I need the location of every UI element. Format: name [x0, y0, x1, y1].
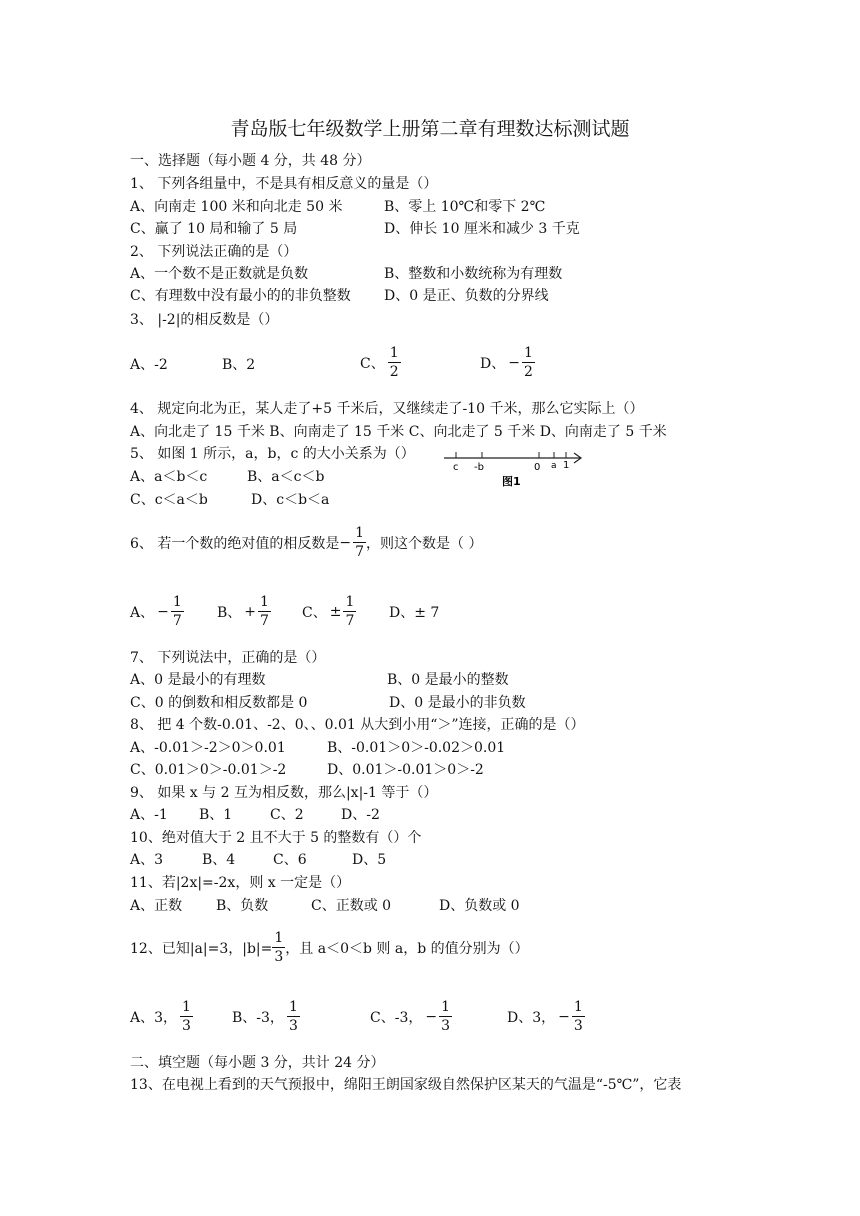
question-11-option-d: D、负数或 0 — [439, 898, 520, 914]
question-12-stem — [130, 929, 529, 966]
question-8-stem: 8、 把 4 个数-0.01、-2、0、、0.01 从大到小用“＞”连接，正确的是（） — [130, 717, 585, 733]
option-label: B、-3， — [232, 1009, 284, 1026]
fraction-numerator: 1 — [441, 999, 451, 1015]
fraction — [343, 593, 356, 630]
question-6-stem — [130, 524, 482, 561]
question-4-stem: 4、 规定向北为正，某人走了+5 千米后，又继续走了-10 千米，那么它实际上（） — [130, 401, 644, 417]
label-1: 1 — [563, 460, 570, 471]
question-9-option-b: B、1 — [199, 807, 233, 823]
stem-text: ，且 a＜0＜b 则 a，b 的值分别为（） — [285, 940, 529, 957]
question-6-option-a — [130, 593, 184, 630]
question-11-stem: 11、若|2x|=-2x，则 x 一定是（） — [130, 875, 351, 891]
minus-sign: − — [339, 534, 352, 551]
question-10-option-a: A、3 — [130, 852, 164, 868]
question-11-option-b: B、负数 — [216, 898, 269, 914]
question-9-option-c: C、2 — [270, 807, 304, 823]
option-label: C、 — [302, 604, 327, 621]
fraction-denominator: 3 — [182, 1018, 191, 1034]
fraction-denominator: 7 — [345, 613, 355, 629]
question-6-option-b — [217, 593, 271, 630]
fraction-numerator: 1 — [274, 930, 284, 946]
question-3-option-c — [360, 344, 401, 381]
fraction — [287, 998, 300, 1035]
fraction-numerator: 1 — [355, 525, 365, 541]
question-8-option-a: A、-0.01＞-2＞0＞0.01 — [130, 740, 286, 756]
plus-sign: + — [244, 603, 257, 620]
question-2-option-d: D、0 是正、负数的分界线 — [384, 288, 549, 304]
label-b: -b — [474, 462, 484, 473]
fraction-numerator: 1 — [260, 594, 269, 610]
question-8-option-d: D、0.01＞-0.01＞0＞-2 — [327, 762, 484, 778]
fraction-numerator: 1 — [172, 594, 182, 610]
page-title: 青岛版七年级数学上册第二章有理数达标测试题 — [230, 118, 630, 140]
fraction-numerator: 1 — [288, 999, 298, 1015]
question-7-stem: 7、 下列说法中，正确的是（） — [130, 650, 326, 666]
question-10-option-c: C、6 — [273, 852, 307, 868]
fraction — [388, 344, 401, 381]
question-4-options: A、向北走了 15 千米 B、向南走了 15 千米 C、向北走了 5 千米 D、向南走了 5 千米 — [130, 424, 667, 440]
fraction-denominator: 3 — [288, 1018, 298, 1034]
question-1-stem: 1、 下列各组量中，不是具有相反意义的量是（） — [130, 176, 438, 192]
fraction-numerator: 1 — [523, 345, 533, 361]
question-8-option-c: C、0.01＞0＞-0.01＞-2 — [130, 762, 287, 778]
minus-sign: − — [558, 1008, 570, 1025]
fraction — [272, 929, 285, 966]
question-7-option-d: D、0 是最小的非负数 — [389, 695, 526, 711]
question-7-option-c: C、0 的倒数和相反数都是 0 — [130, 695, 308, 711]
option-label: B、 — [217, 604, 242, 621]
number-line-figure — [440, 444, 590, 488]
fraction — [180, 998, 193, 1035]
fraction-denominator: 3 — [573, 1018, 583, 1034]
minus-sign: − — [425, 1008, 438, 1025]
question-5-option-d: D、c＜b＜a — [251, 492, 330, 508]
stem-text: 6、 若一个数的绝对值的相反数是 — [130, 535, 340, 552]
question-5-option-a: A、a＜b＜c — [130, 469, 208, 485]
question-6-option-d: D、± 7 — [389, 605, 440, 621]
question-12-option-c — [370, 998, 452, 1035]
fraction-denominator: 7 — [172, 613, 182, 629]
question-2-option-b: B、整数和小数统称为有理数 — [384, 266, 563, 282]
question-11-option-c: C、正数或 0 — [311, 898, 392, 914]
question-6-option-c — [302, 593, 356, 630]
fraction-numerator: 1 — [389, 345, 399, 361]
question-5-stem: 5、 如图 1 所示，a，b，c 的大小关系为（） — [130, 446, 415, 462]
fraction-denominator: 7 — [260, 613, 269, 629]
fraction — [258, 593, 271, 630]
question-3-option-d — [480, 344, 535, 381]
fraction — [522, 344, 535, 381]
fraction-denominator: 2 — [389, 364, 399, 380]
option-label: C、 — [360, 355, 385, 372]
stem-text: ，则这个数是（ ） — [366, 535, 483, 552]
question-3-option-b: B、2 — [222, 357, 256, 373]
question-12-option-a — [130, 998, 193, 1035]
section-heading-fill-blank: 二、填空题（每小题 3 分，共计 24 分） — [130, 1055, 385, 1071]
question-2-option-c: C、有理数中没有最小的的非负整数 — [130, 288, 351, 304]
question-1-option-a: A、向南走 100 米和向北走 50 米 — [130, 199, 343, 215]
question-7-option-b: B、0 是最小的整数 — [387, 672, 509, 688]
question-9-option-a: A、-1 — [130, 807, 168, 823]
option-label: A、3， — [130, 1009, 178, 1026]
question-7-option-a: A、0 是最小的有理数 — [130, 672, 266, 688]
minus-sign: − — [508, 354, 520, 371]
question-1-option-c: C、赢了 10 局和输了 5 局 — [130, 221, 298, 237]
question-5-option-c: C、c＜a＜b — [130, 492, 208, 508]
question-3-option-a: A、-2 — [130, 357, 168, 373]
question-12-option-d — [507, 998, 585, 1035]
question-11-option-a: A、正数 — [130, 898, 183, 914]
question-1-option-b: B、零上 10℃和零下 2℃ — [384, 199, 546, 215]
figure-caption: 图1 — [502, 475, 521, 488]
fraction-denominator: 2 — [523, 364, 533, 380]
fraction — [439, 998, 452, 1035]
option-label: D、 — [480, 355, 506, 372]
question-10-stem: 10、绝对值大于 2 且不大于 5 的整数有（）个 — [130, 830, 422, 846]
fraction-denominator: 3 — [441, 1018, 451, 1034]
question-10-option-d: D、5 — [352, 852, 387, 868]
option-label: D、3， — [507, 1009, 556, 1026]
fraction-numerator: 1 — [182, 999, 191, 1015]
fraction — [171, 593, 184, 630]
question-8-option-b: B、-0.01＞0＞-0.02＞0.01 — [327, 740, 506, 756]
section-heading-choice: 一、选择题（每小题 4 分，共 48 分） — [130, 153, 371, 169]
fraction-numerator: 1 — [573, 999, 583, 1015]
label-0: 0 — [534, 462, 541, 473]
question-9-option-d: D、-2 — [341, 807, 380, 823]
option-label: C、-3， — [370, 1009, 423, 1026]
question-1-option-d: D、伸长 10 厘米和减少 3 千克 — [384, 221, 580, 237]
fraction-numerator: 1 — [345, 594, 355, 610]
fraction-denominator: 7 — [355, 544, 365, 560]
question-2-option-a: A、一个数不是正数就是负数 — [130, 266, 309, 282]
fraction — [353, 524, 366, 561]
stem-text: 12、已知|a|=3，|b|= — [130, 940, 273, 957]
question-12-option-b — [232, 998, 300, 1035]
label-a: a — [551, 461, 557, 471]
question-10-option-b: B、4 — [202, 852, 236, 868]
question-9-stem: 9、 如果 x 与 2 互为相反数，那么|x|-1 等于（） — [130, 785, 438, 801]
question-13-stem: 13、在电视上看到的天气预报中，绵阳王朗国家级自然保护区某天的气温是“-5℃”，它表 — [130, 1077, 682, 1093]
fraction-denominator: 3 — [274, 949, 284, 965]
question-5-option-b: B、a＜c＜b — [247, 469, 325, 485]
question-2-stem: 2、 下列说法正确的是（） — [130, 244, 298, 260]
label-c: c — [453, 462, 459, 473]
option-label: A、 — [130, 604, 155, 621]
minus-sign: − — [157, 603, 169, 620]
plus-minus-sign: ± — [329, 603, 342, 620]
fraction — [572, 998, 585, 1035]
question-3-stem: 3、 |-2|的相反数是（） — [130, 312, 279, 328]
